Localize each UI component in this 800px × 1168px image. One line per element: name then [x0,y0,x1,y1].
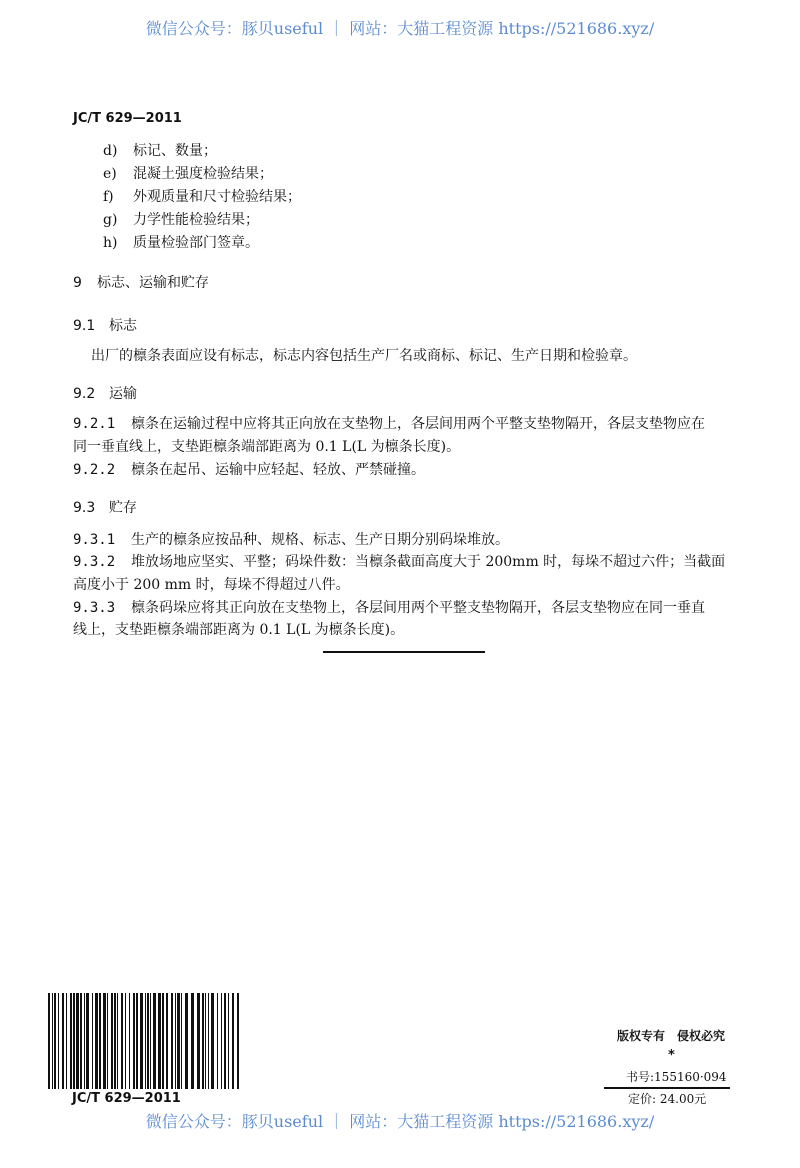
section-number: 9.1 [73,318,96,334]
star-mark: * [668,1048,675,1063]
list-item [103,211,259,229]
clause-text: 檩条码垛应将其正向放在支垫物上，各层间用两个平整支垫物隔开，各层支垫物应在同一垂直 [131,600,705,616]
list-text: 混凝土强度检验结果； [133,166,273,182]
section-title: 运输 [109,386,137,402]
clause-9-2-2 [73,461,425,479]
clause-text: 檩条在运输过程中应将其正向放在支垫物上，各层间用两个平整支垫物隔开，各层支垫物应在 [131,416,705,432]
list-marker: g) [103,212,118,228]
barcode [48,993,240,1089]
clause-9-2-1-cont: 同一垂直线上，支垫距檩条端部距离为 0.1 L(L 为檩条长度)。 [73,439,461,455]
list-item [103,165,273,183]
clause-9-2-1 [73,415,705,433]
clause-9-3-2 [73,553,725,571]
section-number: 9.3 [73,500,96,516]
clause-number: 9.2.1 [73,416,116,432]
list-text: 标记、数量； [133,143,217,159]
list-marker: e) [103,166,117,182]
list-marker: h) [103,235,118,251]
list-text: 质量检验部门签章。 [133,235,259,251]
book-number: 书号:155160·094 [626,1070,727,1084]
watermark-top: 微信公众号：豚贝useful ｜ 网站：大猫工程资源 https://521686.xyz/ [145,19,655,38]
section-title: 标志、运输和贮存 [97,275,209,291]
paragraph: 出厂的檩条表面应设有标志，标志内容包括生产厂名或商标、标记、生产日期和检验章。 [91,348,637,364]
clause-text: 生产的檩条应按品种、规格、标志、生产日期分别码垛堆放。 [131,532,509,548]
section-9-1-heading [73,317,137,335]
list-marker: d) [103,143,118,159]
barcode-label: JC/T 629—2011 [72,1091,181,1106]
section-9-heading [73,274,209,292]
list-text: 力学性能检验结果； [133,212,259,228]
clause-9-3-2-cont: 高度小于 200 mm 时，每垛不得超过八件。 [73,577,350,593]
list-item [103,234,259,252]
section-9-2-heading [73,385,137,403]
list-marker: f) [103,189,114,205]
section-number: 9.2 [73,386,96,402]
clause-9-3-1 [73,531,509,549]
watermark-bottom: 微信公众号：豚贝useful ｜ 网站：大猫工程资源 https://521686.xyz/ [145,1112,655,1131]
list-text: 外观质量和尺寸检验结果； [133,189,301,205]
clause-number: 9.3.2 [73,554,116,570]
clause-text: 檩条在起吊、运输中应轻起、轻放、严禁碰撞。 [131,462,425,478]
standard-code: JC/T 629—2011 [73,111,182,126]
section-title: 贮存 [109,500,137,516]
footer-rule [604,1087,730,1089]
list-item [103,142,217,160]
clause-9-3-3-cont: 线上，支垫距檩条端部距离为 0.1 L(L 为檩条长度)。 [73,622,405,638]
list-item [103,188,301,206]
section-9-3-heading [73,499,137,517]
clause-text: 堆放场地应坚实、平整；码垛件数：当檩条截面高度大于 200mm 时，每垛不超过六件；当截面 [131,554,726,570]
end-rule [323,651,485,653]
clause-9-3-3 [73,599,705,617]
barcode-bar [237,993,239,1089]
section-number: 9 [73,275,82,291]
clause-number: 9.3.1 [73,532,116,548]
clause-number: 9.2.2 [73,462,116,478]
clause-number: 9.3.3 [73,600,116,616]
section-title: 标志 [109,318,137,334]
price: 定价: 24.00元 [628,1092,707,1106]
copyright-notice: 版权专有 侵权必究 [617,1029,726,1043]
